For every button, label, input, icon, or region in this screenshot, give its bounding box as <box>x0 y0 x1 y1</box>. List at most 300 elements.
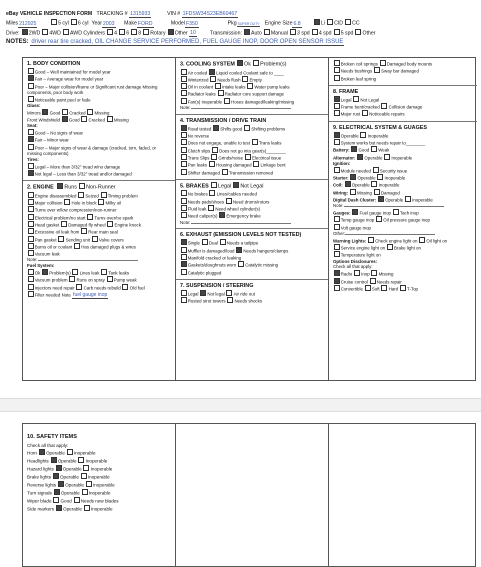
engine-checkbox[interactable] <box>28 228 34 234</box>
service-light-checkbox[interactable] <box>334 244 340 250</box>
fuel-checkbox[interactable] <box>42 269 48 275</box>
safety-row <box>27 505 171 513</box>
susp-option-label: Sway bar damaged <box>381 68 419 74</box>
susp-checkbox[interactable] <box>227 297 233 303</box>
filter-checkbox[interactable] <box>28 291 34 297</box>
fuel-checkbox[interactable] <box>122 284 128 290</box>
cooling-checkbox[interactable] <box>218 90 224 96</box>
safety-item-label: Wiper blade <box>27 498 52 504</box>
cooling-checkbox[interactable] <box>210 76 216 82</box>
wiper-good-checkbox[interactable] <box>53 497 59 503</box>
cooling-ok-checkbox[interactable] <box>237 60 243 66</box>
susp-option-label: Damaged body mounts <box>386 61 433 67</box>
susp-checkbox[interactable] <box>374 67 380 73</box>
engine-checkbox[interactable] <box>78 192 84 198</box>
susp-checkbox[interactable] <box>334 75 340 81</box>
frame-checkbox[interactable] <box>334 110 340 116</box>
engine-option-label: Engine knock <box>114 222 141 228</box>
engine-checkbox[interactable] <box>28 236 34 242</box>
engine-checkbox[interactable] <box>98 199 104 205</box>
engine-option-label: Electrical problem/no start <box>34 215 86 221</box>
safety-operable-label: Operable <box>63 506 82 512</box>
engine-checkbox[interactable] <box>28 199 34 205</box>
engine-checkbox[interactable] <box>87 214 93 220</box>
trans-checkbox[interactable] <box>222 169 228 175</box>
fuel-checkbox[interactable] <box>76 284 82 290</box>
trans-option-label: Electrical issue <box>251 155 282 161</box>
brake-checkbox[interactable] <box>219 212 225 218</box>
safety-inoperable-label: Inoperable <box>90 506 113 512</box>
safety-operable-checkbox[interactable] <box>56 505 62 511</box>
mirrors-good-checkbox[interactable] <box>42 109 48 115</box>
hard-label: Hard <box>388 286 399 292</box>
safety-inoperable-checkbox[interactable] <box>86 481 92 487</box>
trans-option-label: Pan leaks <box>187 162 207 168</box>
dash-operable-checkbox[interactable] <box>378 196 384 202</box>
trans-checkbox[interactable] <box>253 161 259 167</box>
ttop-checkbox[interactable] <box>400 285 406 291</box>
safety-operable-label: Operable <box>65 482 84 488</box>
cooling-checkbox[interactable] <box>224 98 230 104</box>
cc-checkbox[interactable] <box>345 19 351 25</box>
brake-option-label: Need drums/rotors <box>232 199 270 205</box>
safety-operable-checkbox[interactable] <box>56 465 62 471</box>
drive-awd-checkbox[interactable] <box>63 29 69 35</box>
trans-option-label: Trans leaks <box>258 140 282 146</box>
windshield-good-checkbox[interactable] <box>62 116 68 122</box>
susp-option-label: Not legal <box>207 291 225 297</box>
trans-checkbox[interactable] <box>245 154 251 160</box>
brake-checkbox[interactable] <box>181 205 187 211</box>
liter-checkbox[interactable] <box>314 19 320 25</box>
trans-4spd-checkbox[interactable] <box>312 29 318 35</box>
brake-option-label: Needs pads/shoes <box>187 199 225 205</box>
cooling-option-label: Fan(s) inoperable <box>187 99 223 105</box>
body-poor-checkbox[interactable] <box>28 83 34 89</box>
form-header <box>6 10 476 47</box>
windshield-label: Front Windshield <box>27 117 60 123</box>
trans-checkbox[interactable] <box>181 161 187 167</box>
cyl-8-label: 8 <box>138 30 142 36</box>
trans-checkbox[interactable] <box>213 125 219 131</box>
tracking-value[interactable]: 1315933 <box>130 11 151 17</box>
column-3 <box>329 58 477 380</box>
safety-inoperable-checkbox[interactable] <box>82 489 88 495</box>
battery-weak-checkbox[interactable] <box>371 146 377 152</box>
engine-checkbox[interactable] <box>28 206 34 212</box>
safety-rows <box>27 449 171 513</box>
safety-item-label: Hazard lights <box>27 466 54 472</box>
brake-option-label: No brakes <box>187 191 208 197</box>
dash-operable-label: Operable <box>385 197 404 203</box>
safety-inoperable-checkbox[interactable] <box>67 449 73 455</box>
wiring-missing-checkbox[interactable] <box>350 189 356 195</box>
cruise-repair-checkbox[interactable] <box>370 278 376 284</box>
wiring-label: Wiring: <box>333 190 349 196</box>
fuel-checkbox[interactable] <box>28 284 34 290</box>
security-label: Security issue <box>379 168 408 174</box>
frame-option-label: Major rust <box>340 111 361 117</box>
engine-checkbox[interactable] <box>58 236 64 242</box>
cooling-problem-checkbox[interactable] <box>253 60 259 66</box>
oilp-gauge-checkbox[interactable] <box>376 216 382 222</box>
engine-note-label: Note: <box>27 257 38 263</box>
fuel-option-label: Carb needs rebuild <box>83 285 121 291</box>
frame-checkbox[interactable] <box>381 103 387 109</box>
cyl6-checkbox[interactable] <box>71 19 77 25</box>
coil-label: Coil: <box>333 182 343 188</box>
cyl-4-checkbox[interactable] <box>107 29 113 35</box>
temp-gauge-checkbox[interactable] <box>334 216 340 222</box>
susp-option-label: Rusted strut towers <box>187 298 226 304</box>
brake-checkbox[interactable] <box>181 212 187 218</box>
body-good-checkbox[interactable] <box>28 68 34 74</box>
elec-inoperable-label: Inoperable <box>367 133 389 139</box>
trans-other-checkbox[interactable] <box>355 29 361 35</box>
security-checkbox[interactable] <box>373 167 379 173</box>
cyl-other-label: Other <box>174 30 188 36</box>
rotary-checkbox[interactable] <box>143 29 149 35</box>
exhaust-option-label: Needs a tailpipe <box>226 240 259 246</box>
trans-checkbox[interactable] <box>211 154 217 160</box>
cooling-note-field[interactable] <box>191 108 291 109</box>
dash-inoperable-checkbox[interactable] <box>405 196 411 202</box>
temp-light-checkbox[interactable] <box>334 251 340 257</box>
tires-legal-checkbox[interactable] <box>28 163 34 169</box>
elec-operable-label: Operable <box>340 133 359 139</box>
radio-missing-label: Missing <box>378 271 394 277</box>
safety-operable-checkbox[interactable] <box>39 449 45 455</box>
cooling-option-label: Coolant safe to ____ <box>243 70 284 75</box>
wiper-good-label: Good <box>60 498 72 504</box>
coil-operable-checkbox[interactable] <box>345 181 351 187</box>
trans-3spd-checkbox[interactable] <box>290 29 296 35</box>
wiring-damaged-checkbox[interactable] <box>374 189 380 195</box>
engine-checkbox[interactable] <box>81 228 87 234</box>
pkg-value[interactable]: SUPER DUTY <box>237 21 260 26</box>
glass-label: Glass: <box>27 102 41 108</box>
safety-operable-checkbox[interactable] <box>54 489 60 495</box>
exhaust-checkbox[interactable] <box>181 254 187 260</box>
exhaust-checkbox[interactable] <box>202 239 208 245</box>
volt-gauge-checkbox[interactable] <box>334 224 340 230</box>
frame-checkbox[interactable] <box>334 103 340 109</box>
cyl-6-label: 6 <box>126 30 130 36</box>
brakes-legal-label: Legal <box>217 183 232 190</box>
trans-5spd-label: 5 spd <box>340 30 354 36</box>
gauges-label: Gauges: <box>333 210 351 216</box>
nonrunner-checkbox[interactable] <box>79 183 85 189</box>
safety-operable-checkbox[interactable] <box>58 481 64 487</box>
brake-light-checkbox[interactable] <box>387 244 393 250</box>
engine-checkbox[interactable] <box>101 192 107 198</box>
mirrors-cracked-label: Cracked <box>69 110 86 116</box>
battery-weak-label: Weak <box>378 147 390 153</box>
brake-checkbox[interactable] <box>181 190 187 196</box>
cid-label: CID <box>334 20 344 27</box>
engine-checkbox[interactable] <box>74 243 80 249</box>
alternator-inoperable-checkbox[interactable] <box>384 154 390 160</box>
engine-value[interactable]: 6.8 <box>293 20 301 27</box>
model-label: Model <box>170 20 185 27</box>
soft-checkbox[interactable] <box>365 285 371 291</box>
exhaust-checkbox[interactable] <box>220 239 226 245</box>
safety-inoperable-label: Inoperable <box>90 466 113 472</box>
trans-option-label: Does not go into gear(s)________ <box>219 148 286 154</box>
frame-checkbox[interactable] <box>362 110 368 116</box>
soft-label: Soft <box>371 286 380 292</box>
wiper-needs-checkbox[interactable] <box>74 497 80 503</box>
seat-good-checkbox[interactable] <box>28 129 34 135</box>
safety-item-label: Turn signals <box>27 490 52 496</box>
notes-value[interactable]: driver rear tire cracked, OIL CHANGE SERVICE PERFORMED, FUEL GAUGE INOP, DOOR OPEN SENSOR ISSUE <box>31 39 344 45</box>
cooling-checkbox[interactable] <box>247 83 253 89</box>
brake-note-field[interactable] <box>191 223 291 224</box>
service-light-label: Service engine light on <box>340 245 386 251</box>
cruise-checkbox[interactable] <box>334 278 340 284</box>
engine-option-label: Milky oil <box>105 200 122 206</box>
cooling-checkbox[interactable] <box>209 69 215 75</box>
trans-checkbox[interactable] <box>209 161 215 167</box>
cooling-checkbox[interactable] <box>181 69 187 75</box>
brake-checkbox[interactable] <box>181 198 187 204</box>
fuel-note-value[interactable]: fuel gauge inop <box>73 292 108 299</box>
runs-checkbox[interactable] <box>57 183 63 189</box>
elec-repair-label: System works but needs repair to________ <box>340 140 426 146</box>
exhaust-checkbox[interactable] <box>181 247 187 253</box>
body-fair-checkbox[interactable] <box>28 75 34 81</box>
exhaust-section <box>176 229 328 279</box>
fuel-checkbox[interactable] <box>72 269 78 275</box>
exhaust-option-label: Dual <box>208 240 218 246</box>
drive-4wd-checkbox[interactable] <box>42 29 48 35</box>
windshield-missing-checkbox[interactable] <box>107 116 113 122</box>
trans-checkbox[interactable] <box>181 132 187 138</box>
engine-option-label: Excessive oil leak from <box>34 229 80 235</box>
elec-inoperable-checkbox[interactable] <box>360 132 366 138</box>
module-checkbox[interactable] <box>334 167 340 173</box>
exhaust-option-label: Muffler is damaged/loud <box>187 248 235 254</box>
safety-section <box>23 424 176 566</box>
elec-note-field[interactable] <box>344 206 444 207</box>
brakes-notlegal-checkbox[interactable] <box>233 182 239 188</box>
cooling-checkbox[interactable] <box>215 83 221 89</box>
miles-value[interactable]: 212925 <box>19 20 37 27</box>
cooling-option-label: Radiator leaks <box>187 91 216 97</box>
seat-fair-label: Fair – Minor wear <box>34 137 69 143</box>
trans-checkbox[interactable] <box>181 147 187 153</box>
page-break-band <box>0 398 481 412</box>
engine-checkbox[interactable] <box>92 236 98 242</box>
starter-inoperable-checkbox[interactable] <box>377 174 383 180</box>
hard-checkbox[interactable] <box>381 285 387 291</box>
cyl-8-checkbox[interactable] <box>131 29 137 35</box>
drive-4wd-label: 4WD <box>49 30 61 36</box>
starter-inoperable-label: Inoperable <box>384 175 406 181</box>
cyl6-label: 6 cyl <box>77 20 89 27</box>
elec-operable-checkbox[interactable] <box>334 132 340 138</box>
trans-manual-checkbox[interactable] <box>264 29 270 35</box>
check-engine-checkbox[interactable] <box>368 237 374 243</box>
coil-inoperable-checkbox[interactable] <box>371 181 377 187</box>
ttop-label: T-Top <box>407 286 418 292</box>
engine-option-label: Vacuum leak <box>34 251 60 257</box>
engine-option-label: Timing problem <box>107 193 138 199</box>
cyl-other-value[interactable]: 10 <box>190 30 196 36</box>
safety-row <box>27 481 171 489</box>
cyl-other-checkbox[interactable] <box>168 29 174 35</box>
exhaust-checkbox[interactable] <box>236 247 242 253</box>
trans-manual-label: Manual <box>270 30 288 36</box>
vin-value[interactable]: 1FDSW34S23EB60467 <box>182 11 238 17</box>
cooling-checkbox[interactable] <box>181 98 187 104</box>
trans-5spd-checkbox[interactable] <box>334 29 340 35</box>
trans-checkbox[interactable] <box>181 154 187 160</box>
radio-checkbox[interactable] <box>334 270 340 276</box>
year-value[interactable]: 2003 <box>102 20 115 27</box>
fuel-option-label: Lines leak <box>79 270 100 276</box>
safety-inoperable-checkbox[interactable] <box>83 465 89 471</box>
convertible-checkbox[interactable] <box>334 285 340 291</box>
engine-checkbox[interactable] <box>64 199 70 205</box>
safety-operable-checkbox[interactable] <box>51 457 57 463</box>
engine-checkbox[interactable] <box>61 221 67 227</box>
fuel-checkbox[interactable] <box>28 269 34 275</box>
engine-checkbox[interactable] <box>28 250 34 256</box>
cooling-checkbox[interactable] <box>181 83 187 89</box>
trans-checkbox[interactable] <box>181 139 187 145</box>
seat-fair-checkbox[interactable] <box>28 136 34 142</box>
safety-row <box>27 489 171 497</box>
trans-option-label: Transmission removed <box>228 170 274 176</box>
frame-section <box>329 86 477 122</box>
alternator-operable-checkbox[interactable] <box>357 154 363 160</box>
seat-poor-checkbox[interactable] <box>28 144 34 150</box>
fuel-gauge-checkbox[interactable] <box>352 209 358 215</box>
exhaust-checkbox[interactable] <box>181 261 187 267</box>
elec-repair-checkbox[interactable] <box>334 139 340 145</box>
exhaust-checkbox[interactable] <box>181 269 187 275</box>
cooling-option-label: Oil in coolant <box>187 84 214 90</box>
cooling-checkbox[interactable] <box>181 90 187 96</box>
cooling-option-label: Winterized <box>187 77 209 83</box>
trans-checkbox[interactable] <box>181 125 187 131</box>
susp-checkbox[interactable] <box>200 290 206 296</box>
tach-label: Tach inop <box>399 210 419 216</box>
engine-option-label: Hole in block <box>71 200 97 206</box>
cooling-checkbox[interactable] <box>242 76 248 82</box>
frame-option-label: Not Legal <box>360 97 380 103</box>
safety-inoperable-checkbox[interactable] <box>78 457 84 463</box>
safety-inoperable-checkbox[interactable] <box>81 473 87 479</box>
convertible-label: Convertible <box>340 286 363 292</box>
cid-checkbox[interactable] <box>327 19 333 25</box>
trans-auto-checkbox[interactable] <box>244 29 250 35</box>
brake-checkbox[interactable] <box>208 205 214 211</box>
safety-operable-label: Operable <box>59 474 79 480</box>
brake-light-label: Brake light on <box>394 245 421 251</box>
starter-operable-checkbox[interactable] <box>350 174 356 180</box>
paint-checkbox[interactable] <box>28 96 34 102</box>
susp-checkbox[interactable] <box>334 60 340 66</box>
radio-missing-checkbox[interactable] <box>371 270 377 276</box>
alternator-operable-label: Operable <box>364 155 383 161</box>
frame-checkbox[interactable] <box>353 96 359 102</box>
engine-checkbox[interactable] <box>28 243 34 249</box>
radio-inop-checkbox[interactable] <box>354 270 360 276</box>
safety-inoperable-checkbox[interactable] <box>84 505 90 511</box>
safety-item-label: Brake lights <box>27 474 52 480</box>
make-label: Make <box>124 20 137 27</box>
oil-light-checkbox[interactable] <box>419 237 425 243</box>
brakes-legal-checkbox[interactable] <box>211 182 217 188</box>
safety-title: 10. SAFETY ITEMS <box>27 434 77 440</box>
exhaust-checkbox[interactable] <box>181 239 187 245</box>
trans-checkbox[interactable] <box>212 147 218 153</box>
cyl5-checkbox[interactable] <box>51 19 57 25</box>
trans-checkbox[interactable] <box>244 125 250 131</box>
safety-operable-checkbox[interactable] <box>53 473 59 479</box>
susp-checkbox[interactable] <box>181 290 187 296</box>
safety-inoperable-label: Inoperable <box>92 482 115 488</box>
engine-checkbox[interactable] <box>107 221 113 227</box>
fuel-checkbox[interactable] <box>107 276 113 282</box>
rotary-label: Rotary <box>150 30 166 36</box>
engine-checkbox[interactable] <box>28 221 34 227</box>
engine-checkbox[interactable] <box>28 192 34 198</box>
module-label: Module needed <box>340 168 371 174</box>
body-condition-section <box>23 58 175 180</box>
body-condition-title: 1. BODY CONDITION <box>27 61 81 67</box>
seat-poor-label: Poor – Major signs of wear & damage (cracked, torn, faded, or missing components) <box>27 145 156 157</box>
exhaust-checkbox[interactable] <box>238 261 244 267</box>
susp-checkbox[interactable] <box>334 67 340 73</box>
susp-checkbox[interactable] <box>380 60 386 66</box>
fuel-option-label: Tank leaks <box>108 270 130 276</box>
trans-checkbox[interactable] <box>181 169 187 175</box>
fuel-checkbox[interactable] <box>28 276 34 282</box>
mirrors-cracked-checkbox[interactable] <box>62 109 68 115</box>
engine-checkbox[interactable] <box>28 214 34 220</box>
make-value[interactable]: FORD <box>137 20 153 27</box>
susp-checkbox[interactable] <box>181 297 187 303</box>
fuel-checkbox[interactable] <box>69 276 75 282</box>
filter-label: Filter needed <box>34 292 61 298</box>
trans-3spd-label: 3 spd <box>297 30 310 36</box>
cyl-6-checkbox[interactable] <box>119 29 125 35</box>
mirrors-missing-checkbox[interactable] <box>87 109 93 115</box>
form-title: eBay VEHICLE INSPECTION FORM <box>6 11 93 17</box>
susp-checkbox[interactable] <box>226 290 232 296</box>
drive-2wd-checkbox[interactable] <box>22 29 28 35</box>
engine-note-field[interactable] <box>38 260 138 261</box>
windshield-cracked-checkbox[interactable] <box>81 116 87 122</box>
windshield-cracked-label: Cracked <box>88 117 105 123</box>
fuel-checkbox[interactable] <box>101 269 107 275</box>
brake-checkbox[interactable] <box>209 190 215 196</box>
battery-good-label: Good <box>358 147 370 153</box>
tach-checkbox[interactable] <box>393 209 399 215</box>
model-value[interactable]: F350 <box>185 20 198 27</box>
tires-notlegal-checkbox[interactable] <box>28 170 34 176</box>
coil-operable-label: Operable <box>351 182 370 188</box>
gauge-other-field[interactable] <box>345 234 435 235</box>
trans-checkbox[interactable] <box>252 139 258 145</box>
battery-good-checkbox[interactable] <box>351 146 357 152</box>
brake-checkbox[interactable] <box>226 198 232 204</box>
cooling-checkbox[interactable] <box>181 76 187 82</box>
frame-checkbox[interactable] <box>334 96 340 102</box>
